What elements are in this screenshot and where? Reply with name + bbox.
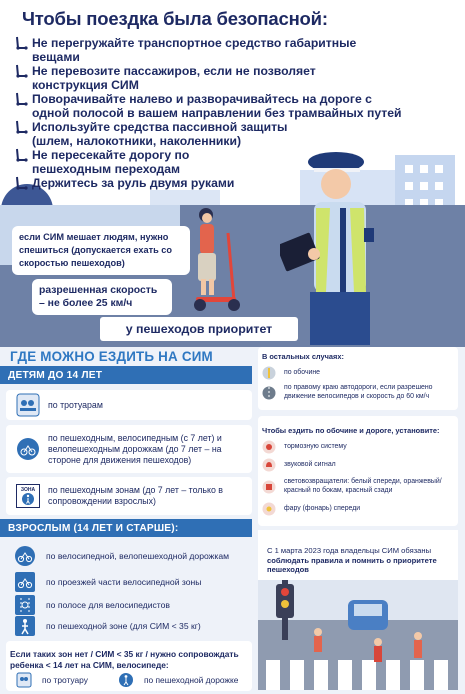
list-item: по полосе для велосипедистов xyxy=(6,594,252,616)
list-item: по тротуарам xyxy=(6,390,252,420)
sidewalk-icon xyxy=(16,393,40,417)
safety-rules-list xyxy=(14,36,444,190)
pedestrian-zone-icon xyxy=(14,615,36,637)
pedestrian-path-icon xyxy=(118,672,134,688)
reflector-icon xyxy=(262,480,276,494)
rule-line: Не перегружайте транспортное средство габаритные xyxy=(14,36,444,50)
scooter-icon xyxy=(14,64,32,78)
bicycle-zone-icon xyxy=(14,571,36,593)
bell-icon xyxy=(262,458,276,472)
scooter-icon xyxy=(14,176,32,190)
pedestrian-priority-banner: у пешеходов приоритет xyxy=(100,317,298,341)
bike-path-icon xyxy=(14,545,36,567)
list-item: световозвращатели: белый спереди, оранжевый/красный по бокам, красный сзади xyxy=(262,478,456,495)
scooter-rider-illustration xyxy=(188,205,248,315)
sidewalk-icon xyxy=(16,672,32,688)
road-shoulder-icon xyxy=(262,366,276,380)
equipment-title: Чтобы ездить по обочине и дороге, установите: xyxy=(262,426,440,435)
crosswalk-illustration xyxy=(258,580,458,690)
list-item: по велосипедной, велопешеходной дорожкам xyxy=(6,545,252,567)
rule-line: Держитесь за руль двумя руками xyxy=(14,176,444,190)
rule-line: Не пересекайте дорогу по xyxy=(14,148,444,162)
kids-band: ДЕТЯМ ДО 14 ЛЕТ xyxy=(0,366,252,384)
list-item: по пешеходной дорожке xyxy=(118,672,238,688)
scooter-icon xyxy=(14,92,32,106)
bike-path-icon xyxy=(16,437,40,461)
rule-line: Не перевозите пассажиров, если не позволяет xyxy=(14,64,444,78)
section-title: ГДЕ МОЖНО ЕЗДИТЬ НА СИМ xyxy=(10,349,213,364)
road-edge-icon xyxy=(262,386,276,400)
rule-line: (шлем, налокотники, наколенники) xyxy=(32,134,242,148)
rule-line: вещами xyxy=(32,50,80,64)
rule-line: Поворачивайте налево и разворачивайтесь на дороге с xyxy=(14,92,444,106)
new-rules-text: С 1 марта 2023 года владельцы СИМ обязаны соблюдать правила и помнить о приоритете пешеходов xyxy=(267,546,437,574)
other-cases-title: В остальных случаях: xyxy=(262,352,344,361)
page-title: Чтобы поездка была безопасной: xyxy=(22,8,328,29)
list-item: ЗОНА по пешеходным зонам (до 7 лет – только в сопровождении взрослых) xyxy=(6,477,252,515)
dismount-callout: если СИМ мешает людям, нужно спешиться (допускается ехать со скоростью пешеходов) xyxy=(12,226,190,275)
scooter-icon xyxy=(14,148,32,162)
speed-limit-callout: разрешенная скорость – не более 25 км/ч xyxy=(32,279,172,315)
pedestrian-zone-icon: ЗОНА xyxy=(16,484,40,508)
adults-band: ВЗРОСЛЫМ (14 ЛЕТ И СТАРШЕ): xyxy=(0,519,252,537)
bike-lane-icon xyxy=(14,594,36,616)
list-item: по правому краю автодороги, если разрешено движение велосипедов и скорость до 60 км/ч xyxy=(262,384,456,401)
list-item: по пешеходным, велосипедным (с 7 лет) и велопешеходным дорожкам (до 7 лет – на стороне для движения пешеходов) xyxy=(6,425,252,473)
list-item: по тротуару xyxy=(16,672,88,688)
rule-line: конструкция СИМ xyxy=(32,78,139,92)
list-item: по обочине xyxy=(262,366,320,380)
rule-line: одной полосой в вашем направлении без трамвайных путей xyxy=(32,106,402,120)
list-item: звуковой сигнал xyxy=(262,458,336,472)
list-item: фару (фонарь) спереди xyxy=(262,502,360,516)
scooter-icon xyxy=(14,36,32,50)
brake-icon xyxy=(262,440,276,454)
scooter-icon xyxy=(14,120,32,134)
list-item: по проезжей части велосипедной зоны xyxy=(6,571,252,593)
rule-line: пешеходным переходам xyxy=(32,162,181,176)
rule-line: Используйте средства пассивной защиты xyxy=(14,120,444,134)
list-item: по пешеходной зоне (для СИМ < 35 кг) xyxy=(6,615,252,637)
list-item: тормозную систему xyxy=(262,440,347,454)
headlight-icon xyxy=(262,502,276,516)
exception-note: Если таких зон нет / СИМ < 35 кг / нужно сопровождать ребенка < 14 лет на СИМ, велосипеде: xyxy=(10,649,239,670)
